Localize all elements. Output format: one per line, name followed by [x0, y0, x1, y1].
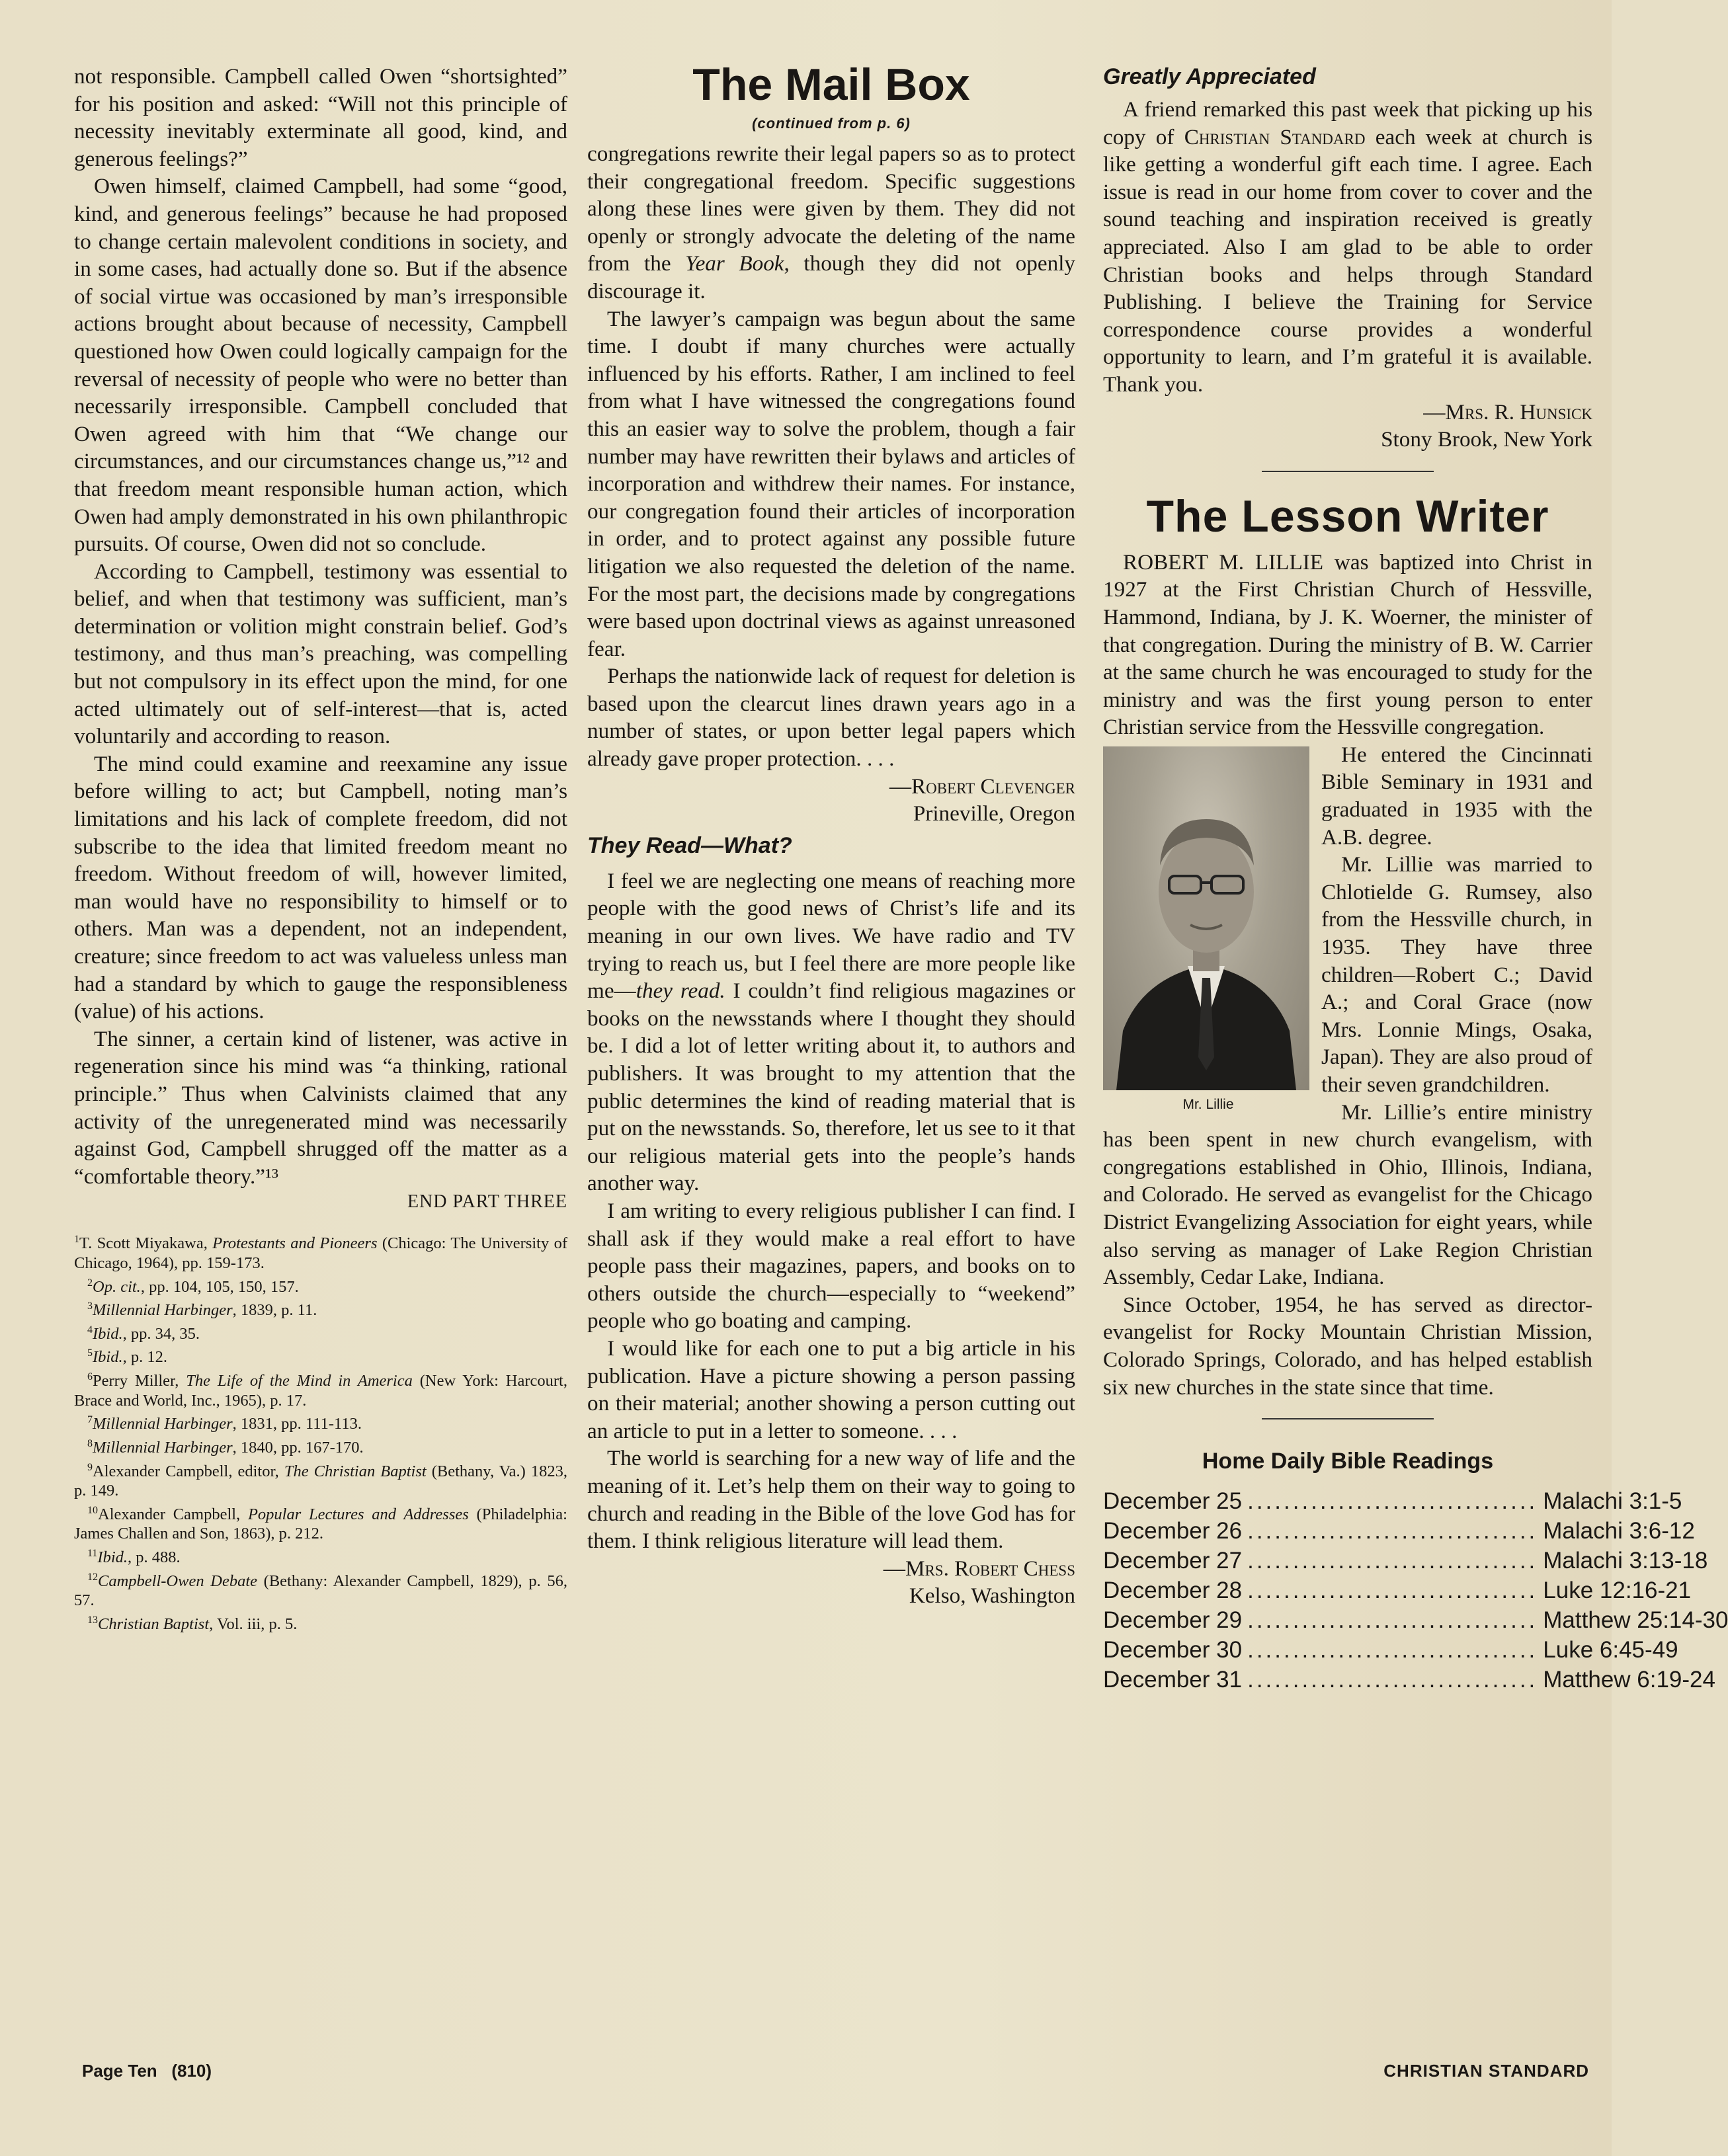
reading-row: December 27 ................................ Malachi 3:13-18	[1103, 1548, 1708, 1574]
mailbox-column	[587, 58, 1075, 1610]
end-part-label: END PART THREE	[407, 1191, 567, 1213]
letter-location: Prineville, Oregon	[913, 801, 1075, 826]
reading-row: December 28 ................................ Luke 12:16-21	[1103, 1577, 1692, 1604]
paragraph: He entered the Cincinnati Bible Seminary in 1931 and graduated in 1935 with the A.B. degree.	[1321, 742, 1592, 850]
paragraph: The world is searching for a new way of life and the meaning of it. Let’s help them on their way to going to church and reading in the Bible of the love God has for them. I think religious literature will lead them.	[587, 1446, 1075, 1554]
paragraph: congregations rewrite their legal papers so as to protect their congregational freedom. Specific suggestions along these lines were given by them. They did not openly or strongly advocate the deleting of the name from the Year Book, though they did not openly discourage it.	[587, 141, 1076, 303]
letter-signature: —Mrs. Robert Chess	[883, 1556, 1075, 1581]
letter-heading: Greatly Appreciated	[1103, 64, 1316, 89]
bible-readings-title: Home Daily Bible Readings	[1202, 1449, 1494, 1474]
magazine-name: CHRISTIAN STANDARD	[1383, 2061, 1589, 2081]
paragraph: Perhaps the nationwide lack of request for deletion is based upon the clearcut lines drawn years ago in a number of states, or upon better legal papers which already gave proper protection. . . .	[587, 664, 1075, 772]
divider	[1262, 471, 1434, 472]
mailbox-title: The Mail Box	[692, 60, 970, 110]
footnote: $^4$Ibid., pp. 34, 35.	[87, 1324, 200, 1343]
lesson-writer-title: The Lesson Writer	[1146, 491, 1549, 541]
paragraph: not responsible. Campbell called Owen “shortsighted” for his position and asked: “Will not this principle of necessity inevitably exterminate all good, kind, and generous feelings?”	[74, 64, 567, 171]
divider	[1262, 1418, 1434, 1419]
paragraph: I feel we are neglecting one means of reaching more people with the good news of Christ’s life and its meaning in our own lives. We have radio and TV trying to reach us, but I feel there are more people like me—they read. I couldn’t find religious magazines or books on the newsstands where I thought they should be. I did a lot of letter writing about it, to authors and publishers. It was brought to my attention that the public determines the kind of reading material that is put on the newsstands. So, therefore, let us see to it that our religious material gets into the people’s hands another way.	[587, 868, 1075, 1196]
footnote: $^8$Millennial Harbinger, 1840, pp. 167-170.	[87, 1437, 364, 1457]
footnote: $^{12}$Campbell-Owen Debate (Bethany: Alexander Campbell, 1829), p. 56, 57.	[74, 1571, 567, 1610]
paragraph: A friend remarked this past week that picking up his copy of Christian Standard each week at church is like getting a wonderful gift each time. I agree. Each issue is read in our home from cover to cover and the sound teaching and inspiration received is greatly appreciated. Also I am glad to be able to order Christian books and helps through Standard Publishing. I believe the Training for Service correspondence course provides a wonderful opportunity to learn, and I’m grateful it is available. Thank you.	[1103, 97, 1592, 397]
paragraph: I would like for each one to put a big article in his publication. Have a picture showing a person passing on their material; another showing a person cutting out an article to put in a letter to someone. . . .	[587, 1336, 1075, 1443]
photo-block	[1103, 746, 1313, 1113]
reading-row: December 25 ................................ Malachi 3:1-5	[1103, 1488, 1682, 1515]
photo-caption: Mr. Lillie	[1182, 1096, 1234, 1112]
bible-readings-list	[1103, 1486, 1728, 1695]
letter-location: Stony Brook, New York	[1381, 427, 1592, 452]
footnote: $^7$Millennial Harbinger, 1831, pp. 111-113.	[87, 1414, 362, 1433]
footnote: $^{10}$Alexander Campbell, Popular Lectures and Addresses (Philadelphia: James Challen and Son, 1863), p. 212.	[74, 1504, 567, 1543]
continued-note: (continued from p. 6)	[752, 115, 911, 132]
footnote: $^9$Alexander Campbell, editor, The Christian Baptist (Bethany, Va.) 1823, p. 149.	[74, 1461, 567, 1500]
paragraph: The lawyer’s campaign was begun about the same time. I doubt if many churches were actually influenced by his efforts. Rather, I am inclined to feel from what I have witnessed the congregations found this an easier way to solve the problem, though a fair number may have rewritten their bylaws and articles of incorporation and withdrew their names. For instance, our congregation found their articles of incorporation in order, and to protect against any possible future litigation we also requested the deletion of the name. For the most part, the decisions made by congregations were based upon doctrinal views as against unreasoned fear.	[587, 306, 1075, 661]
portrait-photo	[1103, 746, 1309, 1090]
side-column	[1103, 63, 1728, 1695]
letter-location: Kelso, Washington	[909, 1583, 1075, 1609]
reading-row: December 26 ................................ Malachi 3:6-12	[1103, 1518, 1695, 1544]
footnote: $^1$T. Scott Miyakawa, Protestants and Pioneers (Chicago: The University of Chicago, 1964), pp. 159-173.	[74, 1234, 567, 1272]
reading-row: December 31 ................................ Matthew 6:19-24	[1103, 1667, 1715, 1693]
letter-signature: —Mrs. R. Hunsick	[1423, 399, 1592, 424]
letter-signature: —Robert Clevenger	[889, 774, 1075, 799]
footnote: $^6$Perry Miller, The Life of the Mind in America (New York: Harcourt, Brace and World, Inc., 1965), p. 17.	[74, 1371, 567, 1410]
footnote: $^2$Op. cit., pp. 104, 105, 150, 157.	[87, 1277, 299, 1296]
portrait-illustration	[1103, 746, 1309, 1090]
paragraph: The mind could examine and reexamine any issue before willing to act; but Campbell, noting man’s limitations and his lack of complete freedom, did not subscribe to the idea that limited freedom meant no freedom. Without freedom of will, however limited, man would have no responsibility to himself or to others. Man was a dependent, not an independent, creature; since freedom to act was valueless unless man had a standard by which to gauge the responsibleness (value) of his actions.	[74, 751, 567, 1024]
page-number: Page Ten (810)	[82, 2061, 212, 2081]
footnote: $^{11}$Ibid., p. 488.	[87, 1547, 181, 1567]
paragraph: Since October, 1954, he has served as director-evangelist for Rocky Mountain Christian Mission, Colorado Springs, Colorado, and has helped establish six new churches in the state since that time.	[1103, 1292, 1592, 1400]
paragraph: I am writing to every religious publisher I can find. I shall ask if they would make a real effort to have people pass their magazines, papers, and books on to others outside the church—especially to “weekend” people who go boating and camping.	[587, 1198, 1075, 1334]
letter-heading: They Read—What?	[587, 832, 792, 858]
paragraph: Mr. Lillie’s entire ministry has been spent in new church evangelism, with congregations established in Ohio, Illinois, Indiana, and Colorado. He served as evangelist for the Chicago District Evangelizing Association for eight years, while also serving as manager of Lake Region Christian Assembly, Cedar Lake, Indiana.	[1103, 1099, 1592, 1290]
paragraph: ROBERT M. LILLIE was baptized into Christ in 1927 at the First Christian Church of Hessville, Hammond, Indiana, by J. K. Woerner, the minister of that congregation. During the ministry of B. W. Carrier at the same church he was encouraged to study for the ministry and was the first young person to enter Christian service from the Hessville congregation.	[1103, 549, 1592, 740]
reading-row: December 30 ................................ Luke 6:45-49	[1103, 1637, 1678, 1663]
paragraph: According to Campbell, testimony was essential to belief, and when that testimony was sufficient, man’s determination or volition might constrain belief. God’s testimony, and thus man’s preaching, was compelling but not compulsory in its effect upon the mind, for one acted ultimately out of self-interest—that is, acted voluntarily and according to reason.	[74, 559, 567, 749]
footnote: $^3$Millennial Harbinger, 1839, p. 11.	[87, 1300, 317, 1320]
footnote: $^5$Ibid., p. 12.	[87, 1347, 167, 1367]
paragraph: The sinner, a certain kind of listener, was active in regeneration since his mind was “a thinking, rational principle.” Thus when Calvinists claimed that any activity of the unregenerated mind was necessarily against God, Campbell shrugged off the matter as a “comfortable theory.”¹³	[74, 1026, 567, 1189]
footnotes	[74, 1230, 567, 1634]
article-column	[74, 63, 567, 1634]
reading-row: December 29 ................................ Matthew 25:14-30	[1103, 1607, 1728, 1634]
paragraph: Mr. Lillie was married to Chlotielde G. Rumsey, also from the Hessville church, in 1935. They have three children—Robert C.; David A.; and Coral Grace (now Mrs. Lonnie Mings, Osaka, Japan). They are also proud of their seven grandchildren.	[1321, 852, 1592, 1097]
footnote: $^{13}$Christian Baptist, Vol. iii, p. 5.	[87, 1614, 298, 1633]
paragraph: Owen himself, claimed Campbell, had some “good, kind, and generous feelings” because he had proposed to change certain malevolent conditions in society, and in some cases, had actually done so. But if the absence of social virtue was occasioned by man’s irresponsible actions brought about because of necessity, Campbell questioned how Owen could logically campaign for the reversal of necessity of people who were no better than necessarily irresponsible. Campbell concluded that Owen agreed with him that “We change our circumstances, and our circumstances change us,”¹² and that freedom meant responsible human action, which Owen had amply demonstrated in his own philanthropic pursuits. Of course, Owen did not so conclude.	[74, 174, 567, 557]
